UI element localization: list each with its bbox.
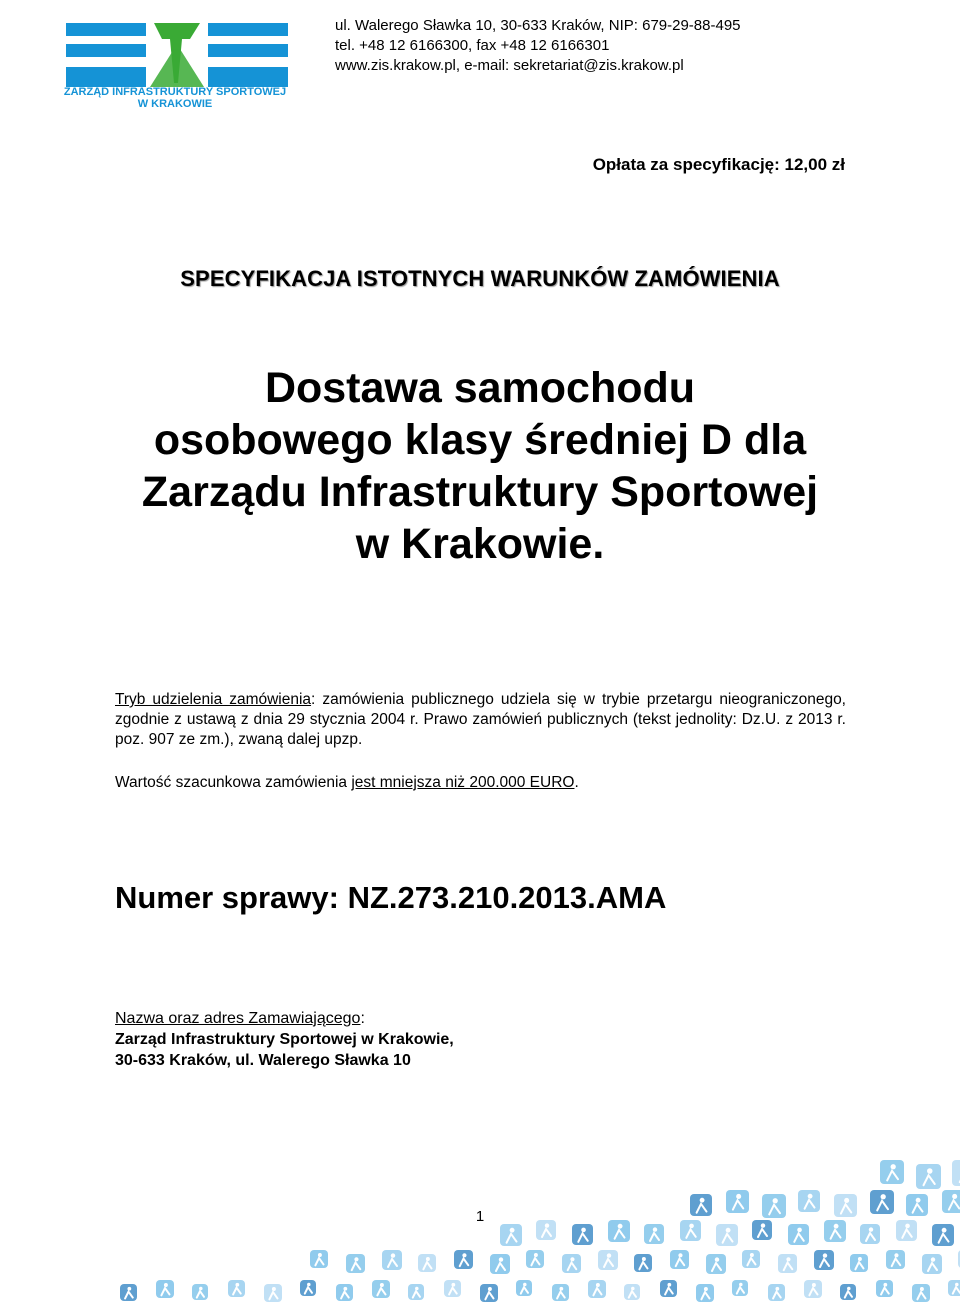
- sport-tile-icon: [454, 1250, 473, 1269]
- sport-tile-icon: [500, 1224, 522, 1246]
- estimate-paragraph: [115, 773, 846, 793]
- estimate-suffix: .: [574, 774, 579, 791]
- estimate-prefix: Wartość szacunkowa zamówienia: [115, 774, 352, 791]
- sport-tile-icon: [264, 1284, 282, 1302]
- sport-tile-icon: [788, 1224, 809, 1245]
- sport-tile-icon: [876, 1280, 893, 1297]
- sport-tile-icon: [156, 1280, 174, 1298]
- sport-tile-icon: [372, 1280, 390, 1298]
- sport-tile-icon: [644, 1224, 664, 1244]
- contracting-party-label: Nazwa oraz adres Zamawiającego: [115, 1010, 361, 1027]
- main-title-line: w Krakowie.: [355, 520, 605, 568]
- sport-tile-icon: [942, 1190, 960, 1213]
- sport-tile-icon: [588, 1280, 606, 1298]
- sport-tile-icon: [490, 1254, 510, 1274]
- sport-tile-icon: [536, 1220, 556, 1240]
- sport-tile-icon: [726, 1190, 749, 1213]
- sport-tile-icon: [906, 1194, 928, 1216]
- sport-tile-icon: [572, 1224, 593, 1245]
- sport-tile-icon: [732, 1280, 748, 1296]
- main-title: [100, 362, 860, 570]
- sport-tile-icon: [690, 1194, 712, 1216]
- sport-tile-icon: [336, 1284, 353, 1301]
- sport-tile-icon: [824, 1220, 846, 1242]
- specification-fee: Opłata za specyfikację: 12,00 zł: [592, 155, 845, 174]
- sport-tile-icon: [562, 1254, 581, 1273]
- sport-tile-icon: [300, 1280, 316, 1296]
- contact-web-email: www.zis.krakow.pl, e-mail: sekretariat@zis.krakow.pl: [335, 57, 684, 74]
- contracting-party-name-text: Zarząd Infrastruktury Sportowej w Krakowie,: [115, 1031, 454, 1048]
- sport-tile-icon: [798, 1190, 820, 1212]
- main-title-line: osobowego klasy średniej D dla: [153, 416, 807, 464]
- sport-tile-icon: [310, 1250, 328, 1268]
- sport-tile-icon: [408, 1284, 424, 1300]
- estimate-value: jest mniejsza niż 200.000 EURO: [351, 774, 575, 791]
- sport-tile-icon: [778, 1254, 797, 1273]
- sport-tile-icon: [948, 1280, 960, 1296]
- logo-caption: [62, 86, 288, 110]
- sport-tile-icon: [624, 1284, 640, 1300]
- sport-pictograms-decoration: [0, 1150, 960, 1309]
- sport-tile-icon: [696, 1284, 714, 1302]
- sport-tile-icon: [952, 1160, 960, 1186]
- spec-title: SPECYFIKACJA ISTOTNYCH WARUNKÓW ZAMÓWIENIA: [180, 266, 780, 291]
- contracting-party-name: [115, 1029, 454, 1050]
- sport-tile-icon: [860, 1224, 880, 1244]
- sport-tile-icon: [840, 1284, 856, 1300]
- sport-tile-icon: [886, 1250, 905, 1269]
- contact-block: [335, 16, 741, 76]
- procedure-label: Tryb udzielenia zamówienia: [115, 691, 312, 708]
- sport-tile-icon: [834, 1194, 857, 1217]
- sport-tile-icon: [804, 1280, 822, 1298]
- procedure-paragraph: [115, 690, 846, 750]
- procedure-text: : zamówienia publicznego udziela się w trybie przetargu nieograniczonego, zgodnie z ustawą z dnia 29 stycznia 2004 r. Prawo zamówień publicznych (tekst jednolity: Dz.U. z 2013 r. poz. 907 ze zm.), zwaną dalej upzp.: [115, 691, 846, 748]
- sport-tile-icon: [670, 1250, 689, 1269]
- sport-tile-icon: [880, 1160, 904, 1184]
- main-title-line: Dostawa samochodu: [264, 364, 696, 412]
- sport-tile-icon: [598, 1250, 618, 1270]
- sport-tile-icon: [680, 1220, 701, 1241]
- sport-tile-icon: [912, 1284, 930, 1302]
- sport-tile-icon: [932, 1224, 954, 1246]
- sport-tile-icon: [850, 1254, 868, 1272]
- sport-tile-icon: [814, 1250, 834, 1270]
- contracting-party-label-row: [115, 1008, 454, 1029]
- contact-address: ul. Walerego Sławka 10, 30-633 Kraków, NIP: 679-29-88-495: [335, 17, 741, 34]
- sport-tile-icon: [608, 1220, 630, 1242]
- sport-tile-icon: [706, 1254, 726, 1274]
- sport-tile-icon: [916, 1164, 941, 1189]
- sport-tile-icon: [192, 1284, 208, 1300]
- sport-tile-icon: [660, 1280, 677, 1297]
- sport-tile-icon: [526, 1250, 544, 1268]
- sport-tile-icon: [382, 1250, 402, 1270]
- sport-tile-icon: [752, 1220, 772, 1240]
- sport-tile-icon: [762, 1194, 786, 1218]
- page-number: 1: [475, 1208, 485, 1225]
- contracting-party-label-suffix: :: [360, 1010, 365, 1027]
- sport-tile-icon: [552, 1284, 569, 1301]
- logo-caption-line1: ZARZĄD INFRASTRUKTURY SPORTOWEJ: [63, 86, 287, 98]
- sport-tile-icon: [896, 1220, 917, 1241]
- contracting-party-address: [115, 1050, 454, 1071]
- sport-tile-icon: [742, 1250, 760, 1268]
- sport-tile-icon: [516, 1280, 532, 1296]
- sport-tile-icon: [716, 1224, 738, 1246]
- sport-tile-icon: [634, 1254, 652, 1272]
- sport-tile-icon: [418, 1254, 436, 1272]
- contracting-party-address-text: 30-633 Kraków, ul. Walerego Sławka 10: [115, 1052, 411, 1069]
- sport-tile-icon: [480, 1284, 498, 1302]
- sport-tile-icon: [444, 1280, 461, 1297]
- sport-tile-icon: [768, 1284, 785, 1301]
- sport-tile-icon: [228, 1280, 245, 1297]
- sport-tile-icon: [922, 1254, 942, 1274]
- main-title-line: Zarządu Infrastruktury Sportowej: [141, 468, 819, 516]
- logo-caption-line2: W KRAKOWIE: [137, 98, 213, 110]
- sport-tile-icon: [870, 1190, 894, 1214]
- contact-phone: tel. +48 12 6166300, fax +48 12 6166301: [335, 37, 610, 54]
- sport-tile-icon: [346, 1254, 365, 1273]
- contracting-party: [115, 1008, 454, 1071]
- sport-tile-icon: [120, 1284, 137, 1301]
- case-number: Numer sprawy: NZ.273.210.2013.AMA: [115, 880, 667, 915]
